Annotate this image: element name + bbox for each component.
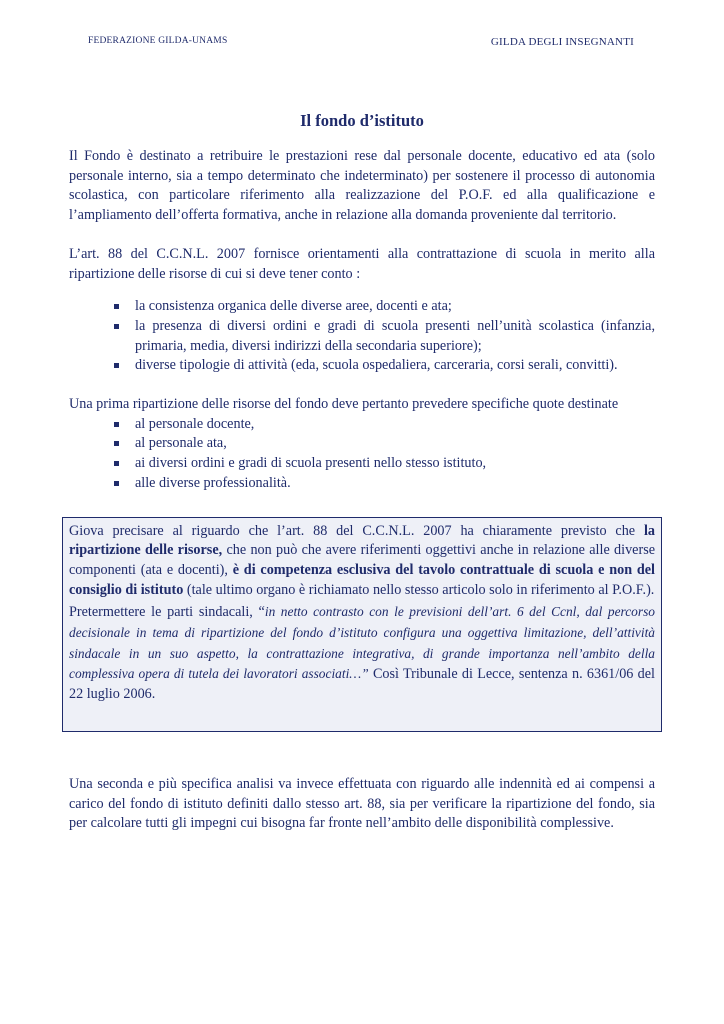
document-body [69, 147, 655, 834]
header-right: GILDA DEGLI INSEGNANTI [490, 36, 634, 48]
paragraph-art88: L’art. 88 del C.C.N.L. 2007 fornisce orientamenti alla contrattazione di scuola in merito alla ripartizione delle risorse di cui si deve tener conto : [69, 245, 655, 282]
box-paragraph-sentenza [69, 602, 655, 705]
quote-destinate-list [69, 415, 655, 494]
list-item: la presenza di diversi ordini e gradi di scuola presenti nell’unità scolastica (infanzia, primaria, media, diversi indirizzi della secondaria superiore); [69, 317, 655, 356]
court-quote: in netto contrasto con le previsioni dell’art. 6 del Ccnl, dal percorso decisionale in tema di ripartizione del fondo d’istituto configura una oggettiva limitazione, dell’attività sindacale in un suo aspetto, la contrattazione integrativa, di grande importanza nell’ambito della complessiva opera di tutela dei lavoratori associati…” [69, 604, 655, 682]
list-item: la consistenza organica delle diverse aree, docenti e ata; [69, 297, 655, 317]
page-title: Il fondo d’istituto [300, 111, 424, 130]
quote-intro: Pretermettere le parti sindacali, “ [69, 604, 265, 621]
box-text: che non può che avere riferimenti oggettivi anche in relazione alle diverse componenti (ata e docenti), [69, 542, 656, 578]
paragraph-prima-ripartizione: Una prima ripartizione delle risorse del fondo deve pertanto prevedere specifiche quote destinate [69, 396, 619, 413]
ripartizione-criteria-list [69, 297, 655, 376]
box-bold-text: la ripartizione delle risorse, [69, 522, 655, 559]
box-paragraph-competenza [69, 522, 655, 601]
list-item: alle diverse professionalità. [69, 474, 655, 494]
list-item: al personale docente, [69, 415, 655, 435]
paragraph-seconda-analisi: Una seconda e più specifica analisi va invece effettuata con riguardo alle indennità ed ai compensi a carico del fondo di istituto definiti dallo stesso art. 88, sia per verificare la ripartizione del fondo, sia per calcolare tutti gli impegni cui bisogna far fronte nell’ambito delle disponibilità complessive. [69, 775, 655, 832]
box-bold-text: è di competenza esclusiva del tavolo contrattuale di scuola e non del consiglio di istituto [69, 561, 655, 598]
box-text: Giova precisare al riguardo che l’art. 88 del C.C.N.L. 2007 ha chiaramente previsto che [69, 522, 644, 539]
highlight-box [62, 517, 662, 732]
box-text: (tale ultimo organo è richiamato nello stesso articolo solo in riferimento al P.O.F.). [183, 581, 655, 598]
list-item: ai diversi ordini e gradi di scuola presenti nello stesso istituto, [69, 454, 655, 474]
quote-source: Così Tribunale di Lecce, sentenza n. 6361/06 del 22 luglio 2006. [69, 666, 655, 703]
list-item: diverse tipologie di attività (eda, scuola ospedaliera, carceraria, corsi serali, convitti). [69, 356, 655, 376]
header-left: FEDERAZIONE GILDA-UNAMS [88, 36, 228, 46]
list-item: al personale ata, [69, 434, 655, 454]
paragraph-fondo: Il Fondo è destinato a retribuire le prestazioni rese dal personale docente, educativo ed ata (solo personale interno, sia a tempo determinato che indeterminato) per sostenere il processo di autonomia scolastica, con particolare riferimento alla realizzazione del P.O.F. ed alla qualificazione e l’ampliamento dell’offerta formativa, anche in relazione alla domanda proveniente dal territorio. [69, 148, 655, 224]
